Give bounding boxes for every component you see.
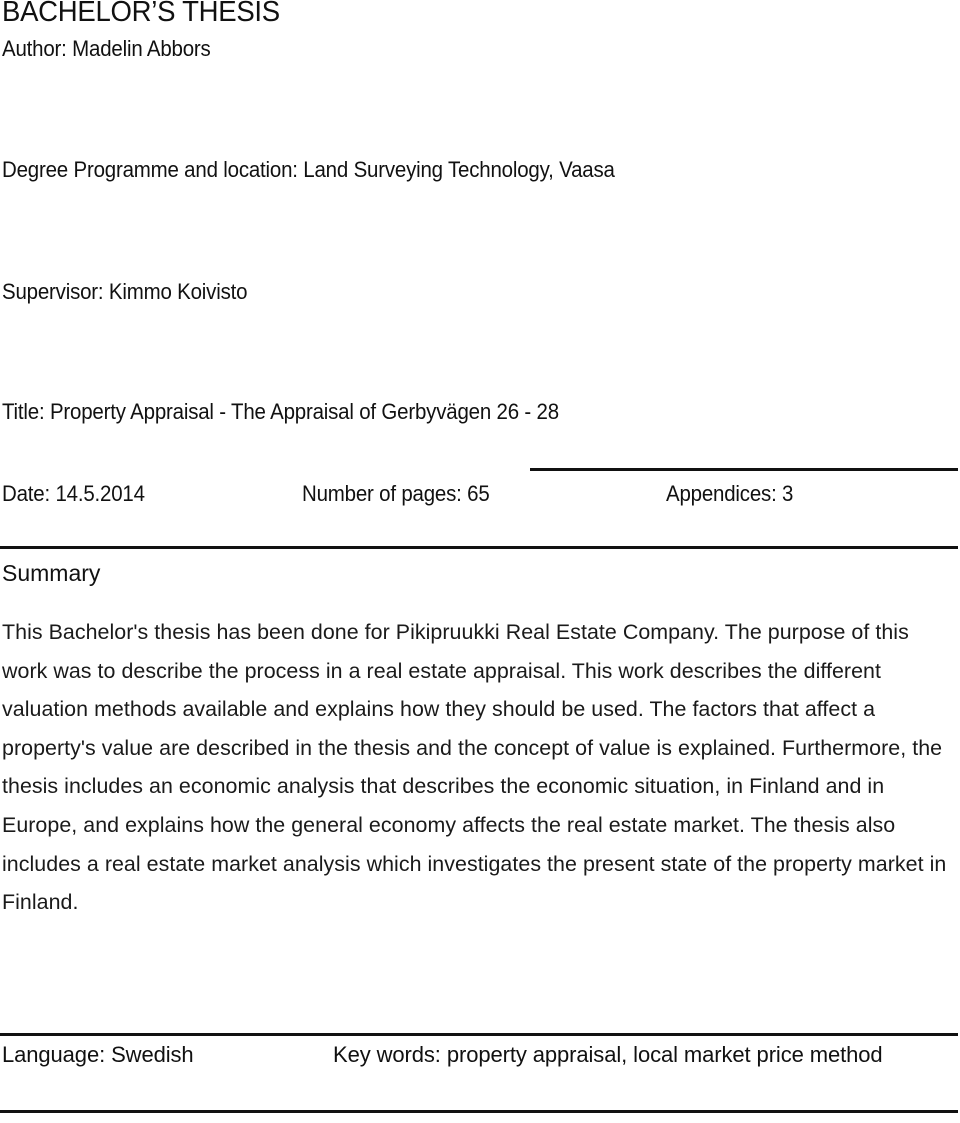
summary-heading: Summary bbox=[2, 560, 101, 586]
supervisor-line: Supervisor: Kimmo Koivisto bbox=[2, 279, 248, 304]
pages-field: Number of pages: 65 bbox=[302, 481, 490, 506]
footer-bottom-rule bbox=[0, 1110, 958, 1113]
date-field: Date: 14.5.2014 bbox=[2, 481, 145, 506]
keywords-field: Key words: property appraisal, local market price method bbox=[333, 1042, 883, 1067]
appendices-field: Appendices: 3 bbox=[666, 481, 794, 506]
degree-programme-line: Degree Programme and location: Land Surveying Technology, Vaasa bbox=[2, 157, 615, 182]
thesis-title-line: Title: Property Appraisal - The Appraisal of Gerbyvägen 26 - 28 bbox=[2, 399, 559, 424]
summary-body: This Bachelor's thesis has been done for Pikipruukki Real Estate Company. The purpose of this work was to describe the process in a real estate appraisal. This work describes the different valuation methods available and explains how they should be used. The factors that affect a property's value are described in the thesis and the concept of value is explained. Furthermore, the thesis includes an economic analysis that describes the economic situation, in Finland and in Europe, and explains how the general economy affects the real estate market. The thesis also includes a real estate market analysis which investigates the present state of the property market in Finland. bbox=[2, 620, 947, 915]
footer-top-rule bbox=[0, 1033, 958, 1036]
language-field: Language: Swedish bbox=[2, 1042, 194, 1067]
author-line: Author: Madelin Abbors bbox=[2, 36, 211, 61]
document-title: BACHELOR’S THESIS bbox=[2, 0, 280, 28]
header-rule bbox=[530, 468, 958, 471]
summary-top-rule bbox=[0, 546, 958, 549]
